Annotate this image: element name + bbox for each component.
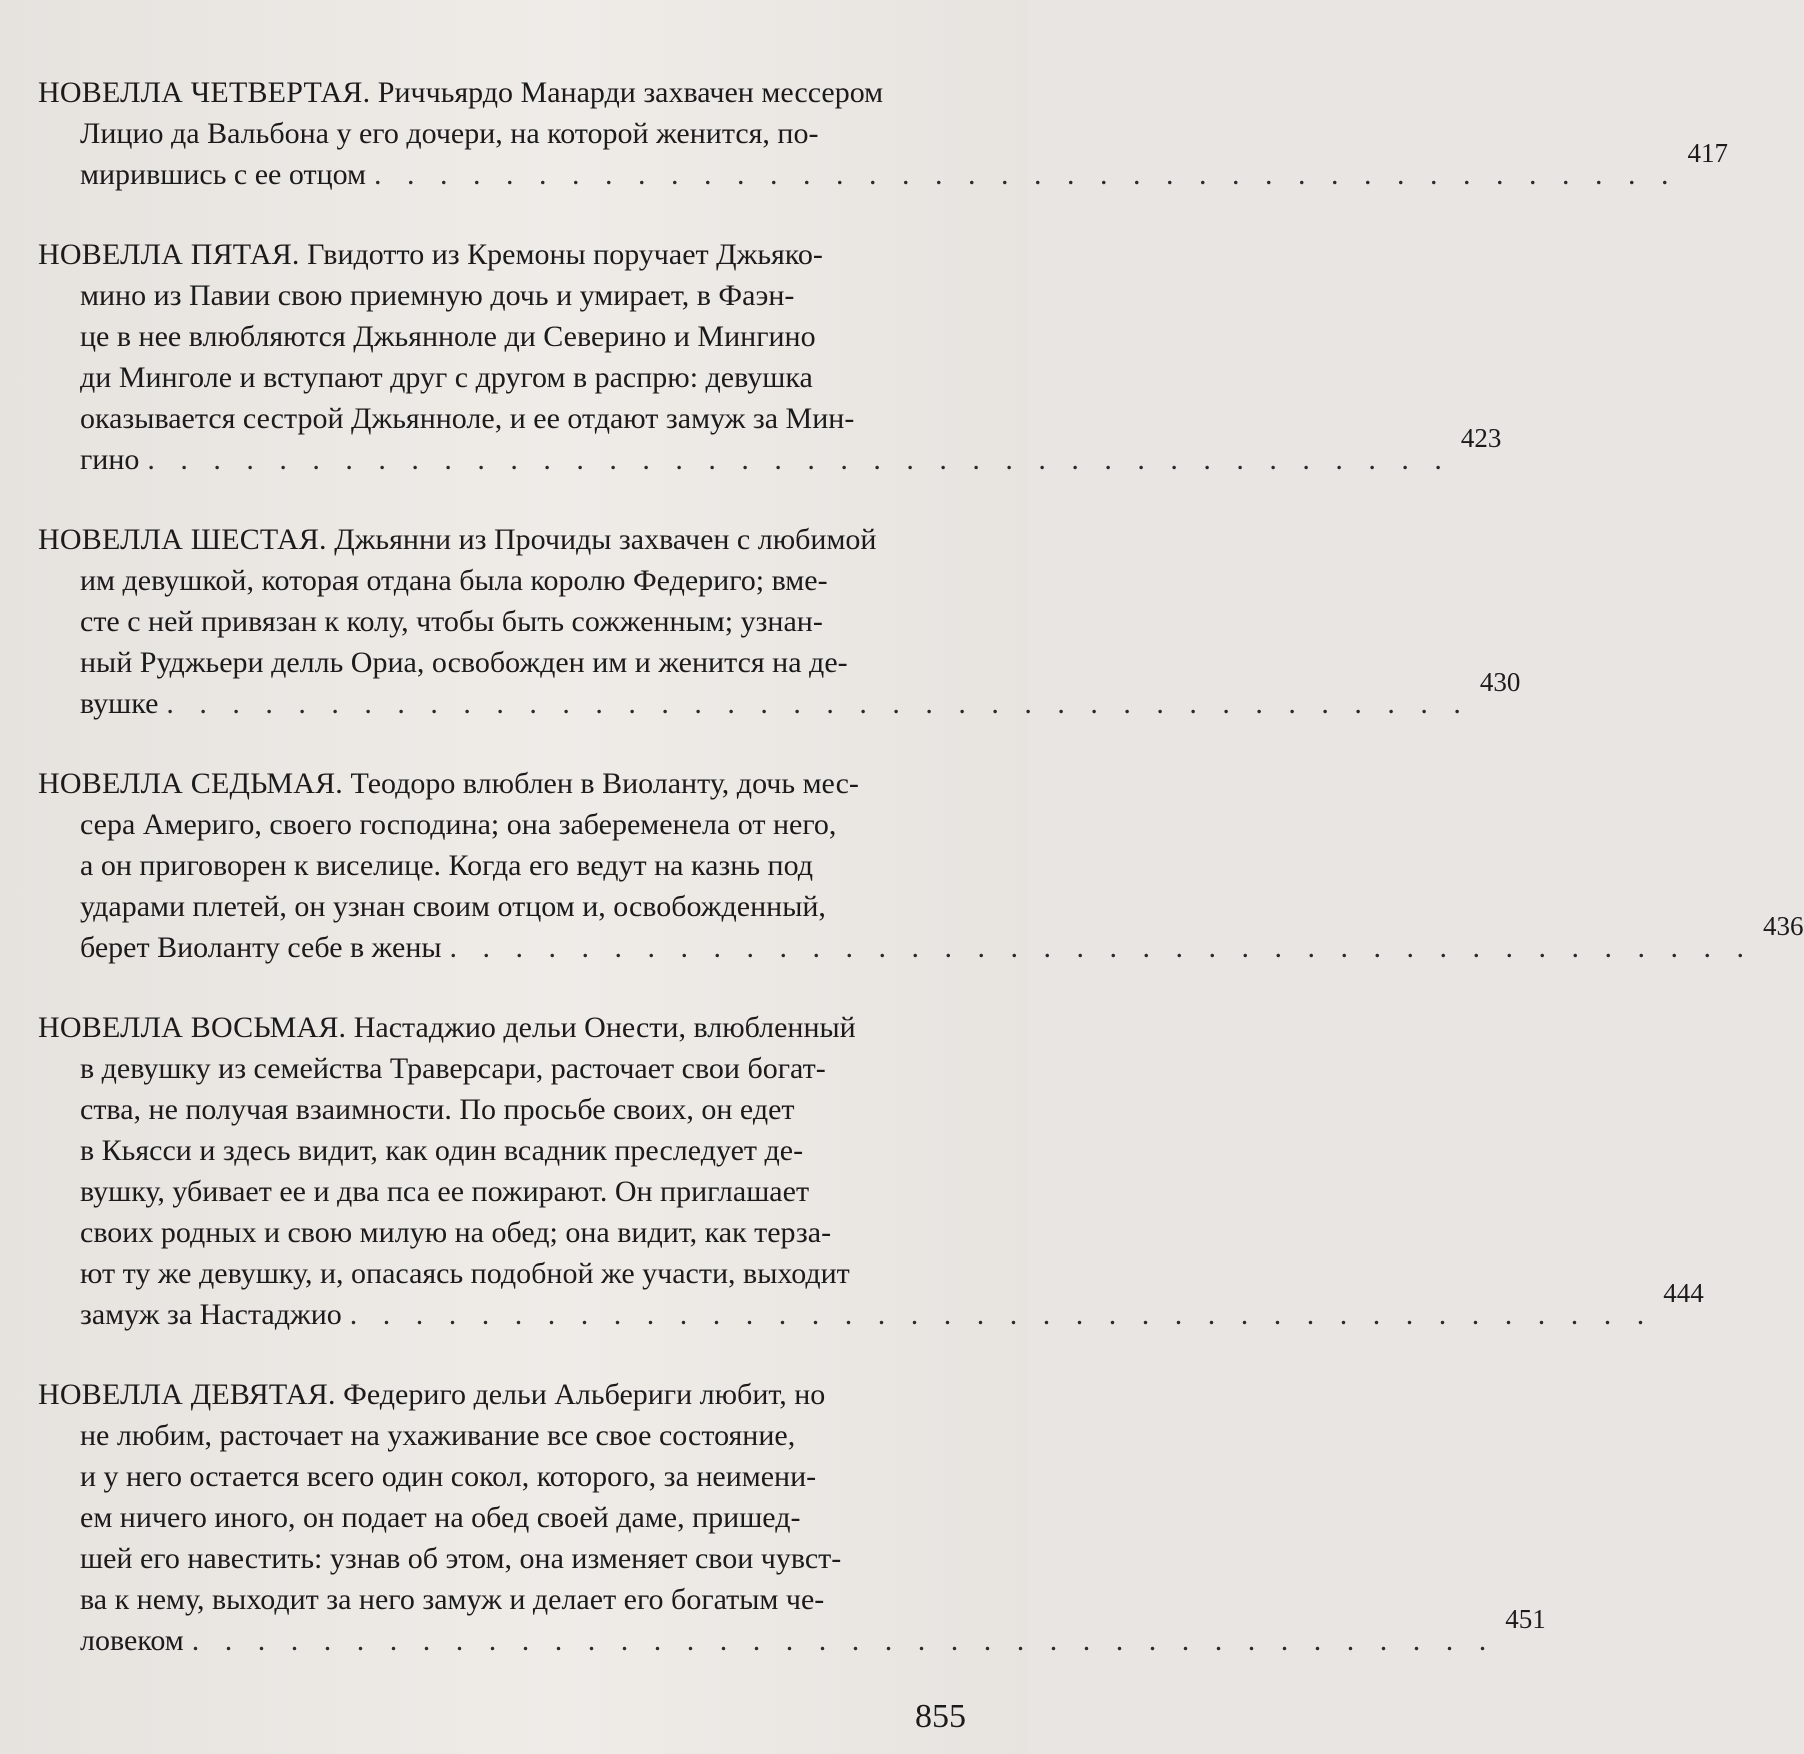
- entry-line: оказывается сестрой Джьянноле, и ее отдают замуж за Мин-: [80, 402, 855, 435]
- entry-first-line: [38, 519, 936, 560]
- entry-first-line: [38, 763, 936, 804]
- entry-page-number: 444: [1663, 1278, 1704, 1308]
- entry-last-line: [38, 667, 1521, 725]
- toc-entry-novella-4: [38, 72, 1729, 196]
- page-number: 855: [915, 1698, 966, 1735]
- entry-page-number: 430: [1479, 667, 1521, 697]
- toc-entry-novella-8: [38, 1007, 1704, 1336]
- dot-leader: . . . . . . . . . . . . . . . . . . . . . . . . . . . . . . . . . . . . . . . .: [166, 687, 1470, 720]
- entry-line: ный Руджьери делль Ориа, освобожден им и женится на де-: [80, 646, 848, 679]
- entry-page-number: 436: [1763, 911, 1804, 941]
- entry-text: Джьянни из Прочиды захвачен с любимой: [334, 523, 877, 556]
- entry-line: ют ту же девушку, и, опасаясь подобной же участи, выходит: [80, 1257, 850, 1290]
- entry-first-line: [38, 234, 936, 275]
- entry-page-number: 423: [1460, 423, 1502, 453]
- dot-leader: . . . . . . . . . . . . . . . . . . . . . . . . . . . . . . . . . . . . . . . .: [349, 1298, 1654, 1331]
- entry-text: ловеком: [80, 1624, 184, 1657]
- entry-text: замуж за Настаджио: [80, 1298, 342, 1331]
- entry-line: своих родных и свою милую на обед; она видит, как терза-: [80, 1216, 832, 1249]
- entry-last-line: [38, 138, 1729, 196]
- entry-line: мино из Павии свою приемную дочь и умирает, в Фаэн-: [80, 279, 795, 312]
- entry-line: сте с ней привязан к колу, чтобы быть сожженным; узнан-: [80, 605, 823, 638]
- entry-last-line: [38, 911, 1804, 969]
- entry-text: Теодоро влюблен в Виоланту, дочь мес-: [350, 767, 859, 800]
- entry-line: ди Минголе и вступают друг с другом в распрю: девушка: [80, 361, 813, 394]
- dot-leader: . . . . . . . . . . . . . . . . . . . . . . . . . . . . . . . . . . . . . . . .: [374, 158, 1678, 191]
- entry-line: вушку, убивает ее и два пса ее пожирают. Он приглашает: [80, 1175, 810, 1208]
- entry-line: и у него остается всего один сокол, которого, за неимени-: [80, 1460, 817, 1493]
- entry-text: вушке: [80, 687, 159, 720]
- entry-last-line: [38, 1278, 1704, 1336]
- toc-entry-novella-9: [38, 1374, 1546, 1662]
- entry-text: Федериго дельи Альбериги любит, но: [343, 1378, 826, 1411]
- entry-line: не любим, расточает на ухаживание все свое состояние,: [80, 1419, 796, 1452]
- dot-leader: . . . . . . . . . . . . . . . . . . . . . . . . . . . . . . . . . . . . . . . .: [147, 443, 1451, 476]
- entry-heading: НОВЕЛЛА ЧЕТВЕРТАЯ.: [38, 76, 371, 109]
- entry-line: шей его навестить: узнав об этом, она изменяет свои чувст-: [80, 1542, 842, 1575]
- toc-entry-novella-6: [38, 519, 1521, 725]
- toc-entry-novella-5: [38, 234, 1502, 481]
- entry-heading: НОВЕЛЛА СЕДЬМАЯ.: [38, 767, 344, 800]
- entry-last-line: [38, 423, 1502, 481]
- entry-line: в девушку из семейства Траверсари, расточает свои богат-: [80, 1052, 826, 1085]
- entry-text: Гвидотто из Кремоны поручает Джьяко-: [307, 238, 823, 271]
- entry-line: сера Америго, своего господина; она забеременела от него,: [80, 808, 837, 841]
- entry-first-line: [38, 1374, 936, 1415]
- entry-line: ва к нему, выходит за него замуж и делает его богатым че-: [80, 1583, 825, 1616]
- entry-text: Риччьярдо Манарди захвачен мессером: [377, 76, 884, 109]
- entry-heading: НОВЕЛЛА ПЯТАЯ.: [38, 238, 300, 271]
- entry-text: берет Виоланту себе в жены: [80, 931, 442, 964]
- entry-line: ем ничего иного, он подает на обед своей даме, пришед-: [80, 1501, 801, 1534]
- entry-line: им девушкой, которая отдана была королю Федериго; вме-: [80, 564, 828, 597]
- dot-leader: . . . . . . . . . . . . . . . . . . . . . . . . . . . . . . . . . . . . . . . .: [449, 931, 1754, 964]
- entry-first-line: [38, 1007, 936, 1048]
- entry-text: Настаджио дельи Онести, влюбленный: [353, 1011, 856, 1044]
- entry-line: це в нее влюбляются Джьянноле ди Северино и Мингино: [80, 320, 816, 353]
- entry-text: гино: [80, 443, 140, 476]
- entry-last-line: [38, 1604, 1546, 1662]
- entry-line: ства, не получая взаимности. По просьбе своих, он едет: [80, 1093, 795, 1126]
- toc-entry-novella-7: [38, 763, 1804, 969]
- entry-heading: НОВЕЛЛА ВОСЬМАЯ.: [38, 1011, 347, 1044]
- entry-page-number: 451: [1505, 1604, 1546, 1634]
- entry-heading: НОВЕЛЛА ДЕВЯТАЯ.: [38, 1378, 336, 1411]
- entry-line: а он приговорен к виселице. Когда его ведут на казнь под: [80, 849, 813, 882]
- entry-page-number: 417: [1687, 138, 1729, 168]
- entry-line: в Кьясси и здесь видит, как один всадник преследует де-: [80, 1134, 804, 1167]
- entry-line: ударами плетей, он узнан своим отцом и, освобожденный,: [80, 890, 826, 923]
- entry-line: Лицио да Вальбона у его дочери, на которой женится, по-: [80, 117, 819, 150]
- dot-leader: . . . . . . . . . . . . . . . . . . . . . . . . . . . . . . . . . . . . . . . .: [191, 1624, 1496, 1657]
- entry-heading: НОВЕЛЛА ШЕСТАЯ.: [38, 523, 327, 556]
- entry-text: мирившись с ее отцом: [80, 158, 367, 191]
- entry-first-line: [38, 72, 936, 113]
